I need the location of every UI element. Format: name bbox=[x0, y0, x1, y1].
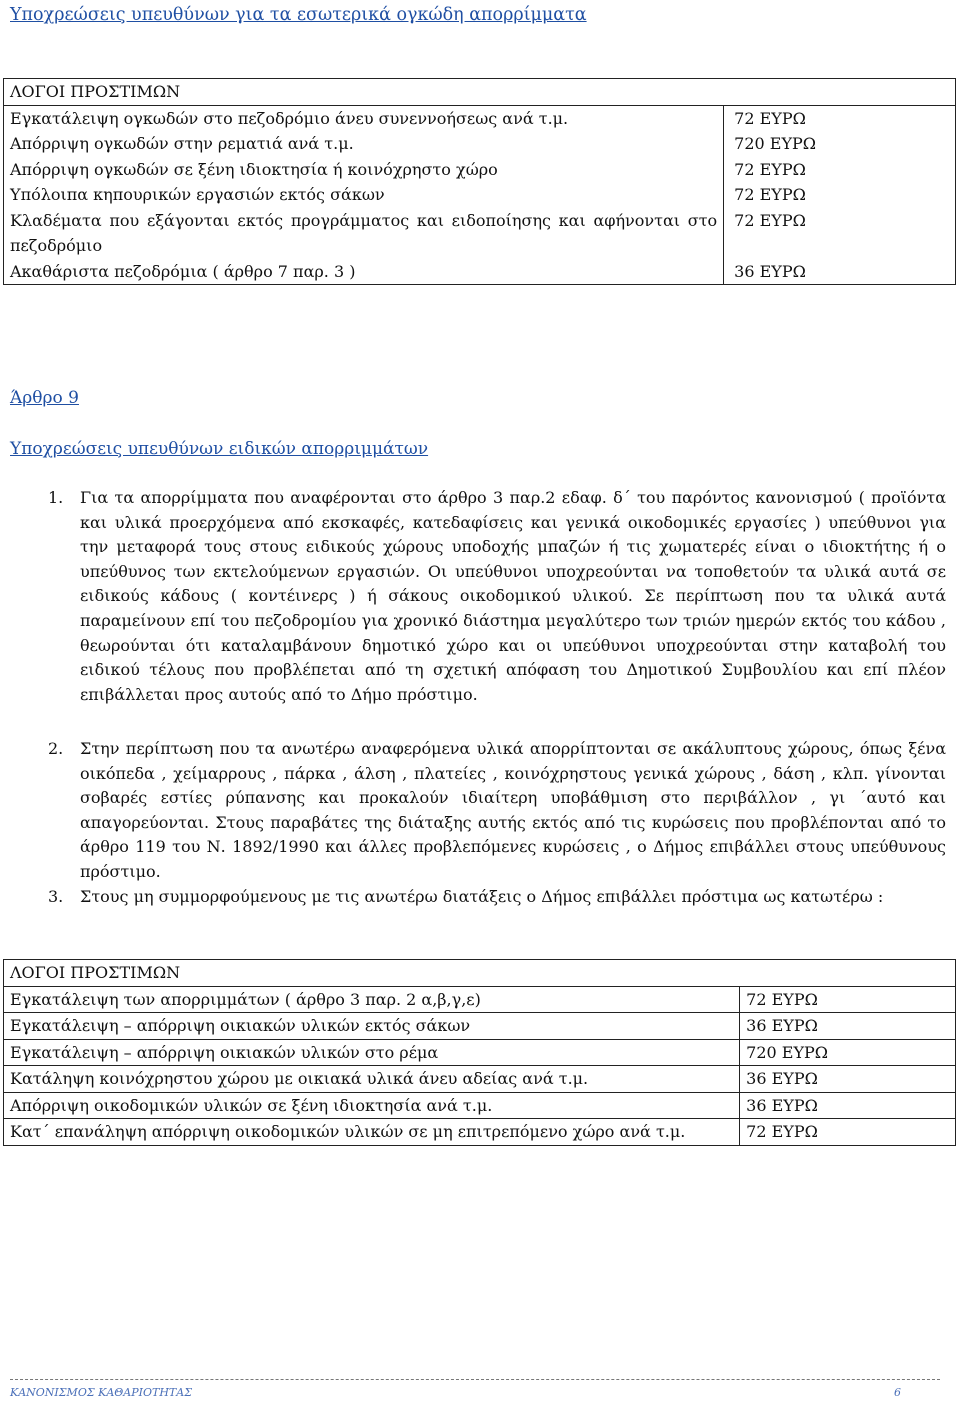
fine-amount-text: 36 ΕΥΡΩ bbox=[734, 261, 806, 281]
table-row bbox=[4, 105, 956, 285]
fine-amount: 72 ΕΥΡΩ bbox=[740, 986, 956, 1013]
section-heading: Υποχρεώσεις υπευθύνων για τα εσωτερικά ογκώδη απορρίμματα bbox=[10, 5, 587, 25]
fine-amount-text: 720 ΕΥΡΩ bbox=[734, 134, 817, 153]
fine-reason-text: Κλαδέματα που εξάγονται εκτός προγράμματος και ειδοποίησης και αφήνονται στο πεζοδρόμιο bbox=[10, 210, 718, 255]
table-header: ΛΟΓΟΙ ΠΡΟΣΤΙΜΩΝ bbox=[4, 79, 956, 106]
fine-reason-text: Απόρριψη ογκωδών σε ξένη ιδιοκτησία ή κοινόχρηστο χώρο bbox=[10, 159, 498, 179]
fine-amount: 72 ΕΥΡΩ bbox=[740, 1119, 956, 1146]
fine-reason-text: Ακαθάριστα πεζοδρόμια ( άρθρο 7 παρ. 3 ) bbox=[10, 261, 356, 281]
list-item-text: Στην περίπτωση που τα ανωτέρω αναφερόμενα υλικά απορρίπτονται σε ακάλυπτους χώρους, όπως ξένα οικόπεδα , χείμαρρους , πάρκα , άλση , πλατείες , κοινόχρηστους γενικά χώρους , δάση , κλπ. γίνονται σοβαρές εστίες ρύπανσης και προκαλούν ιδιαίτερη υποβάθμιση στο περιβάλλον , γι ΄αυτό και απαγορεύονται. Στους παραβάτες της διάταξης αυτής εκτός από τις κυρώσεις που προβλέπονται από το άρθρο 119 του Ν. 1892/1990 και άλλες προβλεπόμενες κυρώσεις , ο Δήμος επιβάλλει στους υπεύθυνους πρόστιμο. bbox=[80, 739, 946, 881]
footer-title: ΚΑΝΟΝΙΣΜΟΣ ΚΑΘΑΡΙΟΤΗΤΑΣ bbox=[10, 1386, 192, 1399]
fine-amount-text: 72 ΕΥΡΩ bbox=[734, 159, 806, 179]
table-row bbox=[4, 1066, 956, 1093]
article-title: Άρθρο 9 bbox=[10, 388, 79, 408]
fine-reason: Εγκατάλειψη – απόρριψη οικιακών υλικών στο ρέμα bbox=[4, 1039, 740, 1066]
fine-reason: Κατάληψη κοινόχρηστου χώρου με οικιακά υλικά άνευ αδείας ανά τ.μ. bbox=[4, 1066, 740, 1093]
list-item-text: Για τα απορρίμματα που αναφέρονται στο άρθρο 3 παρ.2 εδαφ. δ΄ του παρόντος κανονισμού ( προϊόντα και υλικά προερχόμενα από εκσκαφές, κατεδαφίσεις και γενικά οικοδομικές εργασίες ) υπεύθυνοι για την μεταφορά τους στους ειδικούς χώρους υποδοχής μπαζών ή τις χωματερές είναι ο ιδιοκτήτης ή ο υπεύθυνος των εκτελούμενων εργασιών. Οι υπεύθυνοι υποχρεούνται να τοποθετούν τα υλικά αυτά σε ειδικούς κάδους ( κοντέινερς ) ή σάκους οικοδομικού υλικού. Σε περίπτωση που τα υλικά αυτά παραμείνουν επί του πεζοδρομίου για χρονικό διάστημα μεγαλύτερο των τριών ημερών εκτός του κάδου , θεωρούνται ότι καταλαμβάνουν δημοτικό χώρο και οι υπεύθυνοι υποχρεούνται στην καταβολή του ειδικού τέλους που προβλέπεται από τη σχετική απόφαση του Δημοτικού Συμβουλίου και επί πλέον επιβάλλεται προς αυτούς από το Δήμο πρόστιμο. bbox=[80, 488, 946, 704]
fine-reason: Εγκατάλειψη των απορριμμάτων ( άρθρο 3 παρ. 2 α,β,γ,ε) bbox=[4, 986, 740, 1013]
table-header: ΛΟΓΟΙ ΠΡΟΣΤΙΜΩΝ bbox=[4, 960, 956, 987]
fine-amount: 36 ΕΥΡΩ bbox=[740, 1013, 956, 1040]
list-item-number: 2. bbox=[48, 739, 64, 758]
table-row bbox=[4, 986, 956, 1013]
list-item-text: Στους μη συμμορφούμενους με τις ανωτέρω διατάξεις ο Δήμος επιβάλλει πρόστιμα ως κατωτέρω : bbox=[80, 887, 884, 906]
fine-reason-text: Υπόλοιπα κηπουρικών εργασιών εκτός σάκων bbox=[10, 185, 385, 204]
table-row bbox=[4, 1013, 956, 1040]
list-item-number: 1. bbox=[48, 488, 64, 507]
fine-reason-text: Απόρριψη ογκωδών στην ρεματιά ανά τ.μ. bbox=[10, 134, 354, 153]
footer-divider bbox=[10, 1379, 940, 1380]
fine-reason: Κατ΄ επανάληψη απόρριψη οικοδομικών υλικών σε μη επιτρεπόμενο χώρο ανά τ.μ. bbox=[4, 1119, 740, 1146]
table-row bbox=[4, 1119, 956, 1146]
fine-reason bbox=[4, 105, 724, 285]
fines-table-2 bbox=[3, 959, 956, 1146]
table-row bbox=[4, 1092, 956, 1119]
fine-amount: 36 ΕΥΡΩ bbox=[740, 1092, 956, 1119]
fine-reason: Εγκατάλειψη – απόρριψη οικιακών υλικών εκτός σάκων bbox=[4, 1013, 740, 1040]
fine-amount-text: 72 ΕΥΡΩ bbox=[734, 185, 806, 204]
fine-amount: 36 ΕΥΡΩ bbox=[740, 1066, 956, 1093]
fines-table-1 bbox=[3, 78, 956, 285]
table-row bbox=[4, 1039, 956, 1066]
list-item-number: 3. bbox=[48, 887, 64, 906]
table-header-row bbox=[4, 960, 956, 987]
fine-amount-text: 72 ΕΥΡΩ bbox=[734, 210, 806, 230]
article-subtitle: Υποχρεώσεις υπευθύνων ειδικών απορριμμάτων bbox=[10, 439, 429, 459]
table-header-row bbox=[4, 79, 956, 106]
page-number: 6 bbox=[894, 1386, 901, 1399]
fine-reason-text: Εγκατάλειψη ογκωδών στο πεζοδρόμιο άνευ συνεννοήσεως ανά τ.μ. bbox=[10, 108, 569, 128]
fine-reason: Απόρριψη οικοδομικών υλικών σε ξένη ιδιοκτησία ανά τ.μ. bbox=[4, 1092, 740, 1119]
fine-amount: 720 ΕΥΡΩ bbox=[740, 1039, 956, 1066]
fine-amount-text: 72 ΕΥΡΩ bbox=[734, 108, 806, 128]
fine-amount bbox=[724, 105, 956, 285]
